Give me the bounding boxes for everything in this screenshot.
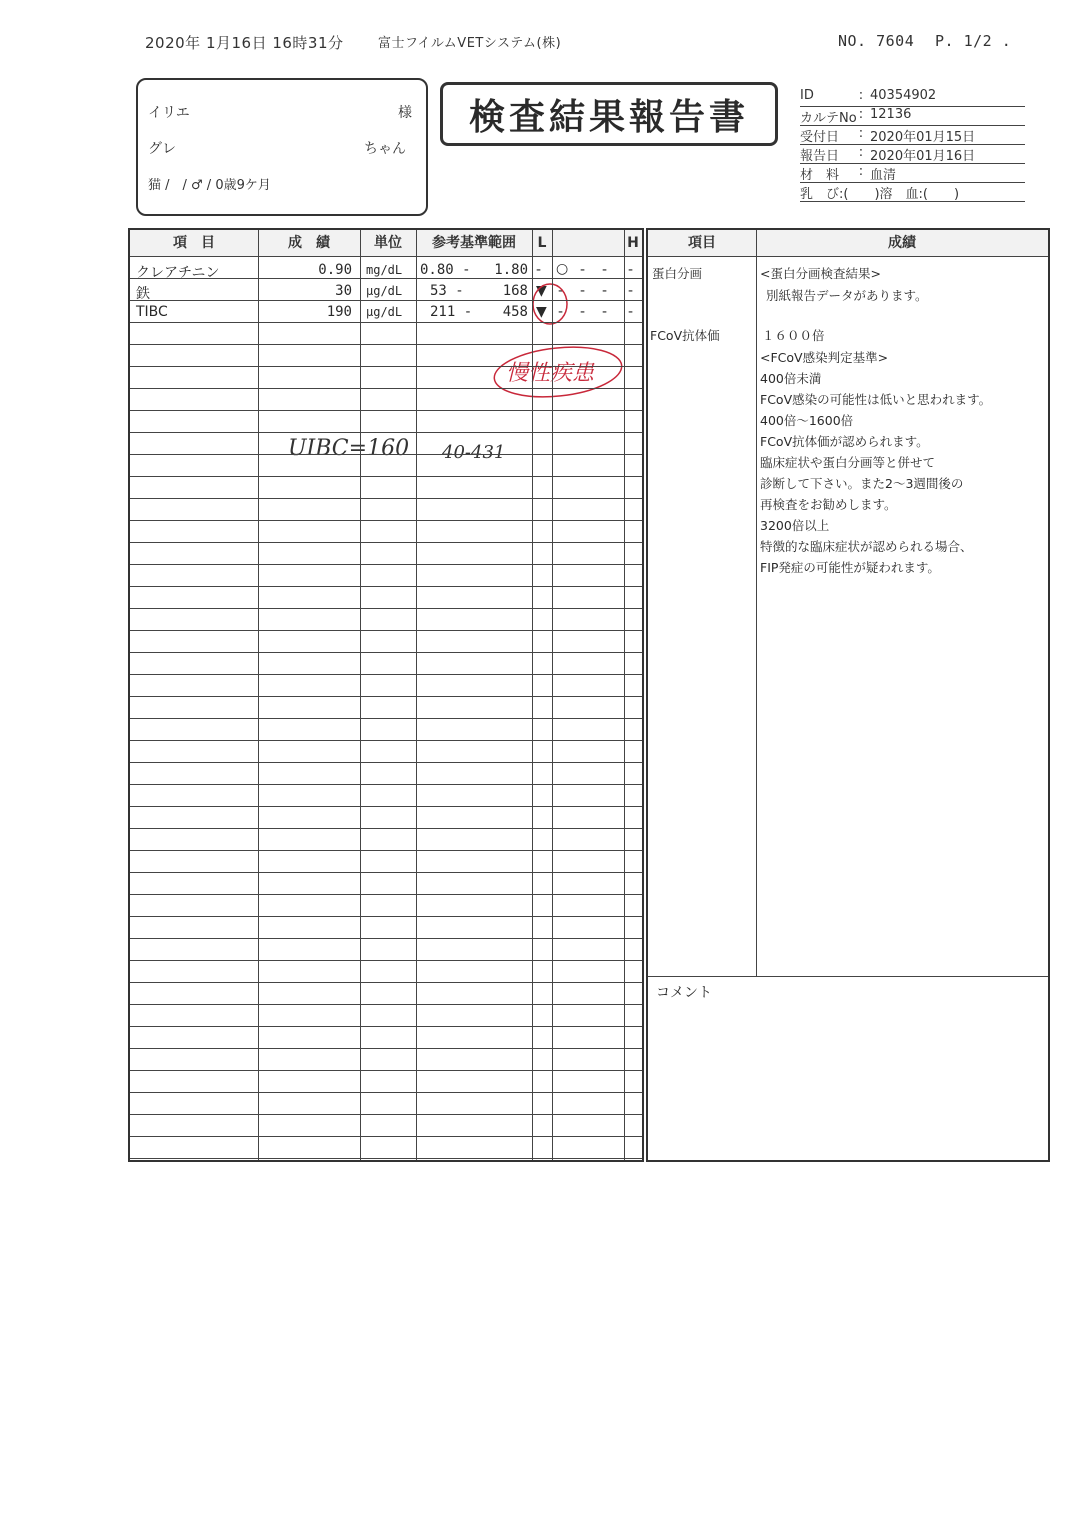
row1-flag-l: - (536, 262, 542, 278)
grid-row-line (130, 1114, 642, 1115)
row3-unit: μg/dL (366, 305, 403, 319)
row1-range-high: 1.80 (494, 262, 528, 278)
grid-row-line (130, 828, 642, 829)
handwritten-uibc: UIBC=160 (288, 436, 410, 461)
grid-row-line (130, 1048, 642, 1049)
handwritten-chronic-disease-note: 慢性疾患 (506, 361, 595, 386)
fcov-line-8: 診断して下さい。また2～3週間後の (760, 476, 964, 491)
grid-row-line (130, 454, 642, 455)
pet-honorific: ちゃん (364, 141, 406, 157)
fcov-line-11: 特徴的な臨床症状が認められる場合、 (760, 539, 973, 554)
grid-row-line (130, 1092, 642, 1093)
col-header-l: L (532, 230, 552, 256)
results-table (128, 228, 644, 1162)
row1-unit: mg/dL (366, 263, 403, 277)
grid-row-line (130, 872, 642, 873)
protein-fraction-item: 蛋白分画 (652, 266, 703, 281)
grid-row-line (130, 960, 642, 961)
row2-unit: μg/dL (366, 284, 403, 298)
right-header-line (648, 256, 1048, 257)
row1-flag-normal: ○ (556, 261, 569, 277)
grid-column-line (552, 230, 553, 1160)
row2-range-low: 53 - (430, 283, 464, 299)
karte-value: 12136 (870, 107, 912, 122)
fcov-line-12: FIP発症の可能性が疑われます。 (760, 560, 940, 575)
owner-name: イリエ (148, 105, 190, 121)
grid-row-line (130, 388, 642, 389)
col-header-unit: 単位 (360, 230, 416, 256)
grid-row-line (130, 498, 642, 499)
id-label: ID (800, 88, 814, 103)
row2-range-high: 168 (502, 283, 528, 299)
fcov-line-9: 再検査をお勧めします。 (760, 497, 897, 512)
fcov-line-7: 臨床症状や蛋白分画等と併せて (760, 455, 936, 470)
info-block (800, 88, 1025, 202)
pet-name: グレ (148, 141, 176, 157)
row3-flag-3: - (580, 304, 586, 320)
grid-row-line (130, 762, 642, 763)
row2-flag-h: - (628, 283, 634, 299)
grid-row-line (130, 982, 642, 983)
grid-row-line (130, 542, 642, 543)
grid-column-line (258, 230, 259, 1160)
row2-flag-low: ▼ (536, 283, 547, 299)
col-header-mid (552, 230, 624, 256)
material-value: 血清 (870, 168, 897, 183)
grid-row-line (130, 256, 642, 257)
info-row-chyle-hemolysis (800, 183, 1025, 202)
fcov-line-10: 3200倍以上 (760, 518, 830, 533)
info-row-material: 材 料 : 血清 (800, 164, 1025, 183)
fcov-line-6: FCoV抗体価が認められます。 (760, 434, 929, 449)
patient-box (136, 78, 428, 216)
row3-result: 190 (326, 304, 352, 320)
owner-honorific: 様 (398, 105, 412, 121)
row3-range-low: 211 - (430, 304, 473, 320)
grid-row-line (130, 278, 642, 279)
col-header-range: 参考基準範囲 (416, 230, 532, 256)
grid-row-line (130, 432, 642, 433)
right-col-header-item: 項目 (648, 230, 756, 256)
row3-flag-2: - (558, 304, 564, 320)
handwritten-uibc-range: 40-431 (442, 442, 506, 463)
comment-divider-line (648, 976, 1048, 977)
report-datetime: 2020年 1月16日 16時31分 (145, 34, 344, 52)
grid-row-line (130, 564, 642, 565)
row3-range-high: 458 (502, 304, 528, 320)
material-label: 材 料 (800, 168, 840, 183)
reported-value: 2020年01月16日 (870, 149, 976, 164)
grid-row-line (130, 608, 642, 609)
grid-row-line (130, 1026, 642, 1027)
col-header-item: 項 目 (130, 230, 258, 256)
page-number: P. 1/2 . (935, 32, 1012, 50)
grid-column-line (532, 230, 533, 1160)
col-header-h: H (624, 230, 642, 256)
document-number: NO. 7604 (838, 32, 915, 50)
row1-flag-3: - (580, 262, 586, 278)
grid-row-line (130, 674, 642, 675)
grid-row-line (130, 806, 642, 807)
grid-row-line (130, 850, 642, 851)
grid-row-line (130, 1158, 642, 1159)
row1-flag-4: - (602, 262, 608, 278)
karte-label: カルテNo (800, 111, 857, 126)
info-row-karte: カルテNo : 12136 (800, 107, 1025, 126)
comment-label: コメント (656, 985, 712, 1001)
row2-flag-3: - (580, 283, 586, 299)
row2-result: 30 (335, 283, 352, 299)
grid-row-line (130, 322, 642, 323)
grid-row-line (130, 366, 642, 367)
grid-row-line (130, 652, 642, 653)
fcov-line-3: 400倍未満 (760, 371, 822, 386)
grid-row-line (130, 696, 642, 697)
grid-row-line (130, 410, 642, 411)
received-label: 受付日 (800, 130, 840, 145)
row3-item: TIBC (136, 304, 168, 320)
col-header-result: 成 績 (258, 230, 360, 256)
chyle-hemolysis-text: 乳 び:( )溶 血:( ) (800, 187, 960, 202)
fcov-line-1: １６００倍 (762, 328, 825, 343)
grid-row-line (130, 740, 642, 741)
grid-row-line (130, 938, 642, 939)
row1-flag-h: - (628, 262, 634, 278)
right-col-header-result: 成績 (756, 230, 1048, 256)
id-value: 40354902 (870, 88, 937, 103)
reported-label: 報告日 (800, 149, 840, 164)
grid-column-line (416, 230, 417, 1160)
company-name: 富士フイルムVETシステム(株) (378, 36, 562, 51)
protein-line-2: 別紙報告データがあります。 (766, 288, 928, 303)
grid-row-line (130, 894, 642, 895)
grid-row-line (130, 586, 642, 587)
fcov-line-5: 400倍～1600倍 (760, 413, 854, 428)
received-value: 2020年01月15日 (870, 130, 976, 145)
grid-row-line (130, 1136, 642, 1137)
row2-flag-2: - (558, 283, 564, 299)
row3-flag-low: ▼ (536, 304, 547, 320)
row1-result: 0.90 (318, 262, 352, 278)
grid-row-line (130, 344, 642, 345)
grid-row-line (130, 300, 642, 301)
info-row-received: 受付日 : 2020年01月15日 (800, 126, 1025, 145)
grid-row-line (130, 718, 642, 719)
grid-row-line (130, 520, 642, 521)
grid-row-line (130, 630, 642, 631)
grid-row-line (130, 476, 642, 477)
row1-range-low: 0.80 - (420, 262, 471, 278)
grid-row-line (130, 1004, 642, 1005)
pet-details: 猫 / / ♂ / 0歳9ケ月 (148, 178, 271, 193)
info-row-id: ID : 40354902 (800, 88, 1025, 107)
fcov-item: FCoV抗体価 (650, 328, 720, 343)
protein-line-1: <蛋白分画検査結果> (760, 266, 881, 281)
fcov-line-2: <FCoV感染判定基準> (760, 350, 889, 365)
right-results-panel (646, 228, 1050, 1162)
grid-column-line (360, 230, 361, 1160)
grid-row-line (130, 1070, 642, 1071)
grid-row-line (130, 916, 642, 917)
grid-column-line (624, 230, 625, 1160)
row3-flag-4: - (602, 304, 608, 320)
grid-row-line (130, 784, 642, 785)
right-column-line (756, 230, 757, 976)
row2-flag-4: - (602, 283, 608, 299)
row2-item: 鉄 (136, 286, 150, 302)
report-title: 検査結果報告書 (440, 82, 778, 146)
fcov-line-4: FCoV感染の可能性は低いと思われます。 (760, 392, 992, 407)
info-row-reported: 報告日 : 2020年01月16日 (800, 145, 1025, 164)
row1-item: クレアチニン (136, 265, 220, 281)
row3-flag-h: - (628, 304, 634, 320)
